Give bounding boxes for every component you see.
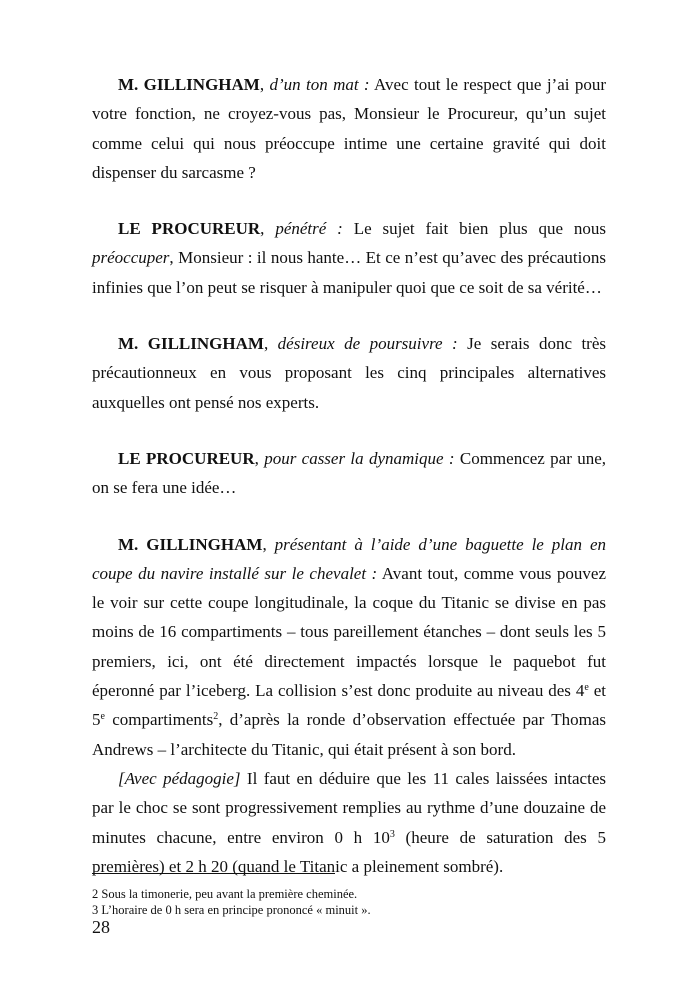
footnote-separator: [92, 873, 335, 874]
stage-direction: pénétré :: [275, 219, 343, 239]
paragraph-4: LE PROCUREUR, pour casser la dynamique : Commencez par une, on se fera une idée…: [92, 448, 606, 498]
paragraph-5: M. GILLINGHAM, présentant à l’aide d’une baguette le plan en coupe du navire installé sur le chevalet : Avant tout, comme vous pouvez le voir sur cette coupe longitudinale, la coque du Titanic se divise en pas moins de 16 compartiments – tous pareillement étanches – dont seuls les 5 premiers, ici, ont été directement impactés lorsque le paquebot fut éperonné par l’iceberg. La collision s’est donc produite au niveau des 4e et 5e compartiments$^2$, d’après la ronde d’observation effectuée par Thomas Andrews – l’architecte du Titanic, qui était présent à son bord.: [92, 534, 607, 759]
dialogue-text: Il faut en déduire que les 11 cales laissées intactes par le choc se sont progressivement remplies au rythme d’une douzaine de minutes chacune, entre environ 0 h 10: [92, 768, 606, 847]
speaker-name: M. GILLINGHAM: [118, 334, 264, 354]
speaker-name: LE PROCUREUR: [118, 219, 261, 239]
paragraph-1: M. GILLINGHAM, d’un ton mat : Avec tout le respect que j’ai pour votre fonction, ne croyez-vous pas, Monsieur le Procureur, qu’un sujet comme celui qui nous préoccupe intime une certaine gravité qui doit dispenser du sarcasme ?: [92, 75, 607, 182]
speaker-name: LE PROCUREUR: [118, 448, 255, 468]
dialogue-text: Avant tout, comme vous pouvez le voir sur cette coupe longitudinale, la coque du Titanic se divise en pas moins de 16 compartiments – tous pareillement étanches – dont seuls les 5 premiers, ici, ont été directement impactés lorsque le paquebot fut éperonné par l’iceberg. La collision s’est donc produite au niveau des 4: [92, 563, 606, 701]
footnote-ref: 2: [213, 711, 219, 723]
emphasis-text: préoccuper: [92, 248, 170, 268]
stage-direction: pour casser la dynamique :: [264, 448, 455, 468]
stage-direction: d’un ton mat :: [269, 75, 370, 94]
superscript: e: [584, 682, 589, 694]
paragraph-6: [92, 764, 606, 881]
dialogue-text: et 5: [92, 681, 606, 730]
speaker-name: M. GILLINGHAM: [118, 75, 260, 94]
paragraph-3: M. GILLINGHAM, désireux de poursuivre : Je serais donc très précautionneux en vous proposant les cinq principales alternatives auxquelles ont pensé nos experts.: [92, 334, 606, 412]
dialogue-text: , d’après la ronde d’observation effectuée par Thomas Andrews – l’architecte du Titanic, qui était présent à son bord.: [92, 710, 606, 759]
stage-direction: désireux de poursuivre :: [277, 334, 458, 354]
stage-direction: [Avec pédagogie]: [118, 768, 241, 788]
dialogue-text: Commencez par une, on se fera une idée…: [92, 448, 606, 498]
page-number: 28: [92, 917, 110, 937]
stage-direction: présentant à l’aide d’une baguette le plan en coupe du navire installé sur le chevalet :: [92, 534, 607, 583]
dialogue-text: Je serais donc très précautionneux en vous proposant les cinq principales alternatives auxquelles ont pensé nos experts.: [92, 334, 606, 412]
paragraph-2: LE PROCUREUR, pénétré : Le sujet fait bien plus que nous préoccuper, Monsieur : il nous hante… Et ce n’est qu’avec des précautions infinies que l’on peut se risquer à manipuler quoi que ce soit de sa vérité…: [92, 219, 606, 297]
superscript: e: [100, 711, 105, 723]
dialogue-text: , Monsieur : il nous hante… Et ce n’est qu’avec des précautions infinies que l’on peut se risquer à manipuler quoi que ce soit de sa vérité…: [92, 248, 606, 297]
dialogue-text: Le sujet fait bien plus que nous: [342, 219, 606, 239]
speaker-name: M. GILLINGHAM: [118, 534, 263, 554]
footnote-ref: 3: [389, 828, 395, 840]
dialogue-text: compartiments: [104, 710, 214, 730]
main-text: [92, 70, 606, 881]
dialogue-text: Avec tout le respect que j’ai pour votre fonction, ne croyez-vous pas, Monsieur le Procureur, qu’un sujet comme celui qui nous préoccupe intime une certaine gravité qui doit dispenser du sarcasme ?: [92, 75, 607, 182]
footnote-3: 3 L’horaire de 0 h sera en principe prononcé « minuit ».: [92, 903, 371, 917]
dialogue-text: (heure de saturation des 5 premières) et 2 h 20 (quand le Titanic a pleinement sombré).: [92, 827, 606, 876]
footnote-2: 2 Sous la timonerie, peu avant la première cheminée.: [92, 887, 358, 901]
